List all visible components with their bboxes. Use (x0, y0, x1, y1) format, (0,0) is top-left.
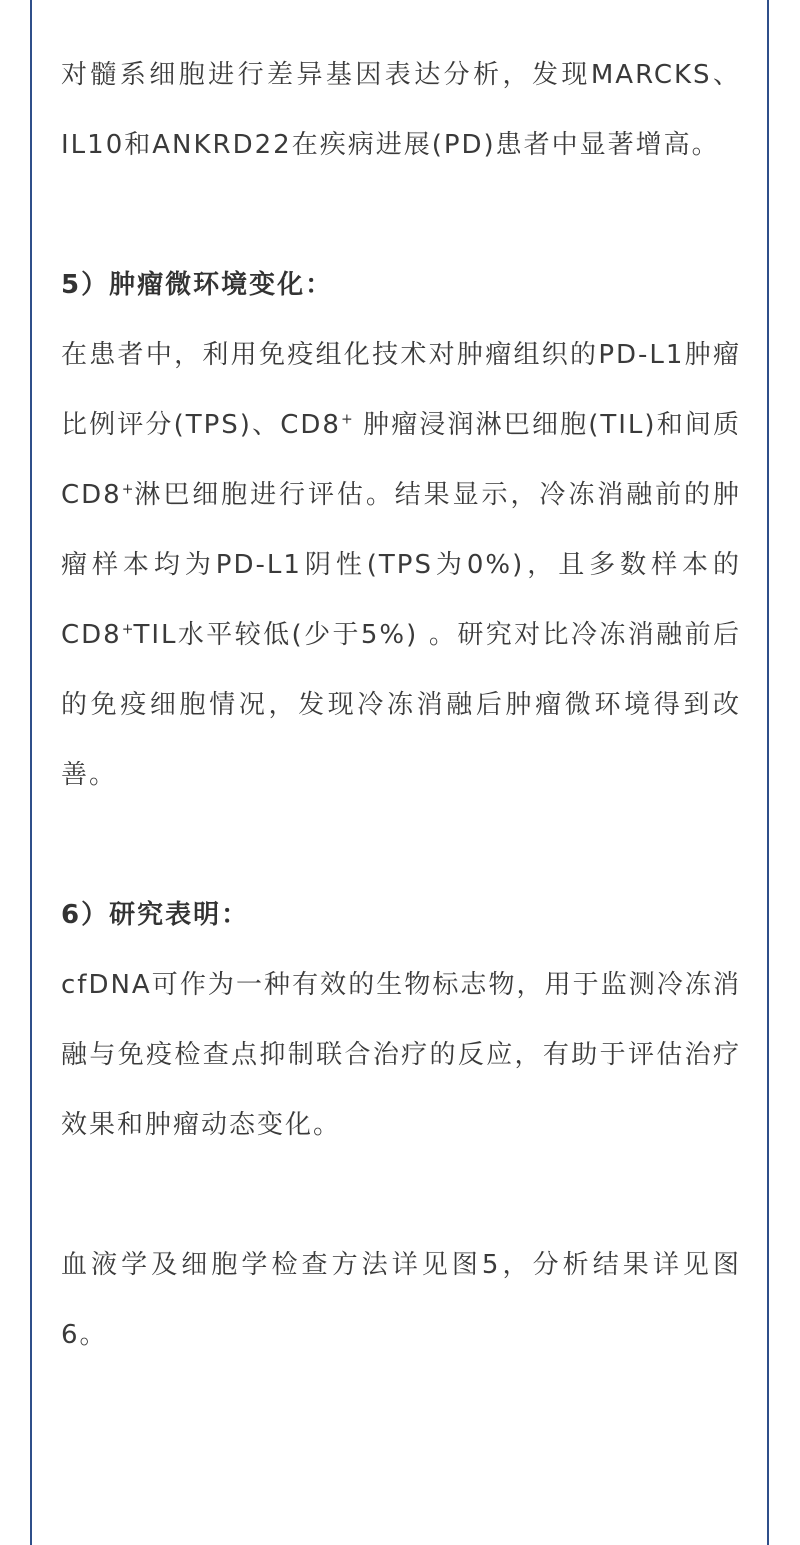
section-5-text-part-3: 淋巴细胞进行评估。结果显示，冷冻消融前的肿瘤样本均为PD-L1阴性(TPS为0%)，且多数样本的CD8 (61, 480, 741, 650)
section-5-text (61, 320, 741, 810)
paragraph-figure-reference: 血液学及细胞学检查方法详见图5，分析结果详见图6。 (61, 1250, 741, 1350)
superscript-plus: + (121, 481, 134, 498)
superscript-plus: + (340, 411, 353, 428)
section-5-heading: 5）肿瘤微环境变化： (61, 270, 334, 300)
article-body (61, 40, 741, 1370)
section-5-text-part-4: TIL水平较低(少于5%) 。研究对比冷冻消融前后的免疫细胞情况，发现冷冻消融后肿瘤微环境得到改善。 (61, 620, 741, 790)
superscript-plus: + (121, 621, 134, 638)
spacer (61, 180, 741, 250)
section-5-text-part-2: 肿瘤浸润淋巴细胞(TIL)和间质CD8 (61, 410, 741, 510)
section-5-text-part-1: 在患者中，利用免疫组化技术对肿瘤组织的PD-L1肿瘤比例评分(TPS)、CD8 (61, 340, 741, 440)
section-6-text: cfDNA可作为一种有效的生物标志物，用于监测冷冻消融与免疫检查点抑制联合治疗的反应，有助于评估治疗效果和肿瘤动态变化。 (61, 970, 741, 1140)
spacer (61, 810, 741, 880)
section-6-heading: 6）研究表明： (61, 900, 250, 930)
spacer (61, 1160, 741, 1230)
paragraph-gene-expression: 对髓系细胞进行差异基因表达分析，发现MARCKS、IL10和ANKRD22在疾病进展(PD)患者中显著增高。 (61, 60, 741, 160)
